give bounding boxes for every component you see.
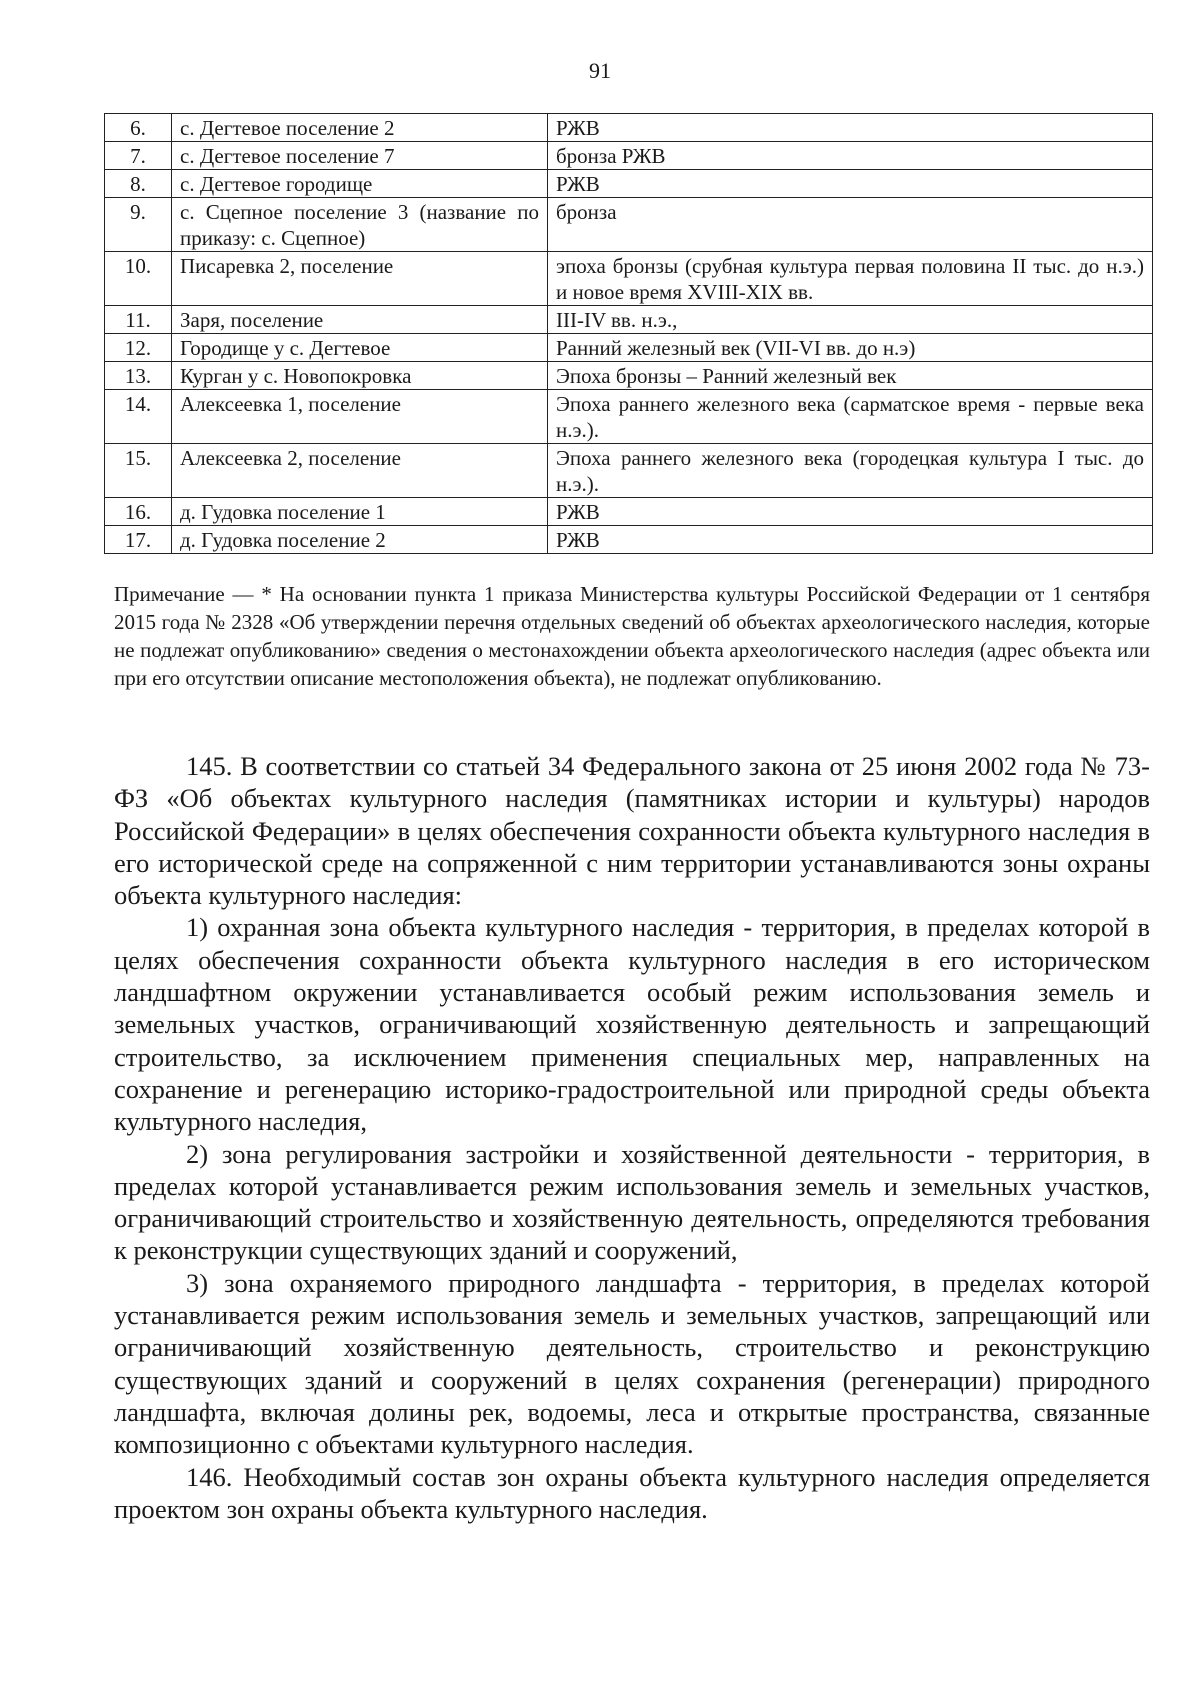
table-row <box>105 198 1153 252</box>
page-number: 91 <box>589 58 611 83</box>
paragraph-zone-3: 3) зона охраняемого природного ландшафта - территория, в пределах которой устанавливается режим использования земель и земельных участков, запрещающий или ограничивающий хозяйственную деятельность, строительство и реконструкцию существующих зданий и сооружений в целях сохранения (регенерации) природного ландшафта, включая долины рек, водоемы, леса и открытые пространства, связанные композиционно с объектами культурного наследия. <box>114 1267 1150 1460</box>
paragraph-145: 145. В соответствии со статьей 34 Федерального закона от 25 июня 2002 года № 73-ФЗ «Об объектах культурного наследия (памятниках истории и культуры) народов Российской Федерации» в целях обеспечения сохранности объекта культурного наследия в его исторической среде на сопряженной с ним территории устанавливаются зоны охраны объекта культурного наследия: <box>114 751 1150 911</box>
object-name: Городище у с. Дегтевое <box>172 334 548 362</box>
paragraph-146: 146. Необходимый состав зон охраны объекта культурного наследия определяется проектом зон охраны объекта культурного наследия. <box>114 1461 1150 1524</box>
body-text <box>114 750 1150 1525</box>
object-name: с. Дегтевое поселение 2 <box>172 114 548 142</box>
row-number: 13. <box>105 362 172 390</box>
row-number: 14. <box>105 390 172 444</box>
object-dating: РЖВ <box>548 170 1153 198</box>
object-name: с. Дегтевое поселение 7 <box>172 142 548 170</box>
object-dating: РЖВ <box>548 114 1153 142</box>
table-note: Примечание — * На основании пункта 1 приказа Министерства культуры Российской Федерации от 1 сентября 2015 года № 2328 «Об утверждении перечня отдельных сведений об объектах археологического наследия, которые не подлежат опубликованию» сведения о местонахождении объекта археологического наследия (адрес объекта или при его отсутствии описание местоположения объекта), не подлежат опубликованию. <box>114 582 1150 690</box>
object-dating: Эпоха раннего железного века (сарматское время - первые века н.э.). <box>548 390 1153 444</box>
row-number: 9. <box>105 198 172 252</box>
object-name: Курган у с. Новопокровка <box>172 362 548 390</box>
row-number: 16. <box>105 498 172 526</box>
object-dating: РЖВ <box>548 498 1153 526</box>
object-dating: бронза РЖВ <box>548 142 1153 170</box>
paragraph-zone-2: 2) зона регулирования застройки и хозяйственной деятельности - территория, в пределах которой устанавливается режим использования земель и земельных участков, ограничивающий строительство и хозяйственную деятельность, определяются требования к реконструкции существующих зданий и сооружений, <box>114 1138 1150 1266</box>
row-number: 10. <box>105 252 172 306</box>
object-name: д. Гудовка поселение 1 <box>172 498 548 526</box>
table-row <box>105 114 1153 142</box>
object-name: Алексеевка 2, поселение <box>172 444 548 498</box>
object-name: с. Сцепное поселение 3 (название по приказу: с. Сцепное) <box>172 198 548 252</box>
table-row <box>105 444 1153 498</box>
table-row <box>105 252 1153 306</box>
table-row <box>105 142 1153 170</box>
object-name: Алексеевка 1, поселение <box>172 390 548 444</box>
row-number: 8. <box>105 170 172 198</box>
table-row <box>105 334 1153 362</box>
row-number: 15. <box>105 444 172 498</box>
row-number: 12. <box>105 334 172 362</box>
object-dating: эпоха бронзы (срубная культура первая половина II тыс. до н.э.) и новое время XVIII-XIX вв. <box>548 252 1153 306</box>
row-number: 17. <box>105 526 172 554</box>
heritage-objects-table <box>104 113 1153 554</box>
object-dating: III-IV вв. н.э., <box>548 306 1153 334</box>
table-row <box>105 526 1153 554</box>
object-dating: Эпоха раннего железного века (городецкая культура I тыс. до н.э.). <box>548 444 1153 498</box>
object-dating: РЖВ <box>548 526 1153 554</box>
object-name: Заря, поселение <box>172 306 548 334</box>
table-row <box>105 362 1153 390</box>
row-number: 7. <box>105 142 172 170</box>
object-dating: Эпоха бронзы – Ранний железный век <box>548 362 1153 390</box>
table-row <box>105 306 1153 334</box>
paragraph-zone-1: 1) охранная зона объекта культурного наследия - территория, в пределах которой в целях обеспечения сохранности объекта культурного наследия в его историческом ландшафтном окружении устанавливается особый режим использования земель и земельных участков, ограничивающий хозяйственную деятельность и запрещающий строительство, за исключением применения специальных мер, направленных на сохранение и регенерацию историко-градостроительной или природной среды объекта культурного наследия, <box>114 912 1150 1137</box>
row-number: 6. <box>105 114 172 142</box>
object-name: Писаревка 2, поселение <box>172 252 548 306</box>
table-row <box>105 498 1153 526</box>
object-dating: бронза <box>548 198 1153 252</box>
object-name: с. Дегтевое городище <box>172 170 548 198</box>
object-name: д. Гудовка поселение 2 <box>172 526 548 554</box>
object-dating: Ранний железный век (VII-VI вв. до н.э) <box>548 334 1153 362</box>
row-number: 11. <box>105 306 172 334</box>
table-row <box>105 390 1153 444</box>
table-row <box>105 170 1153 198</box>
